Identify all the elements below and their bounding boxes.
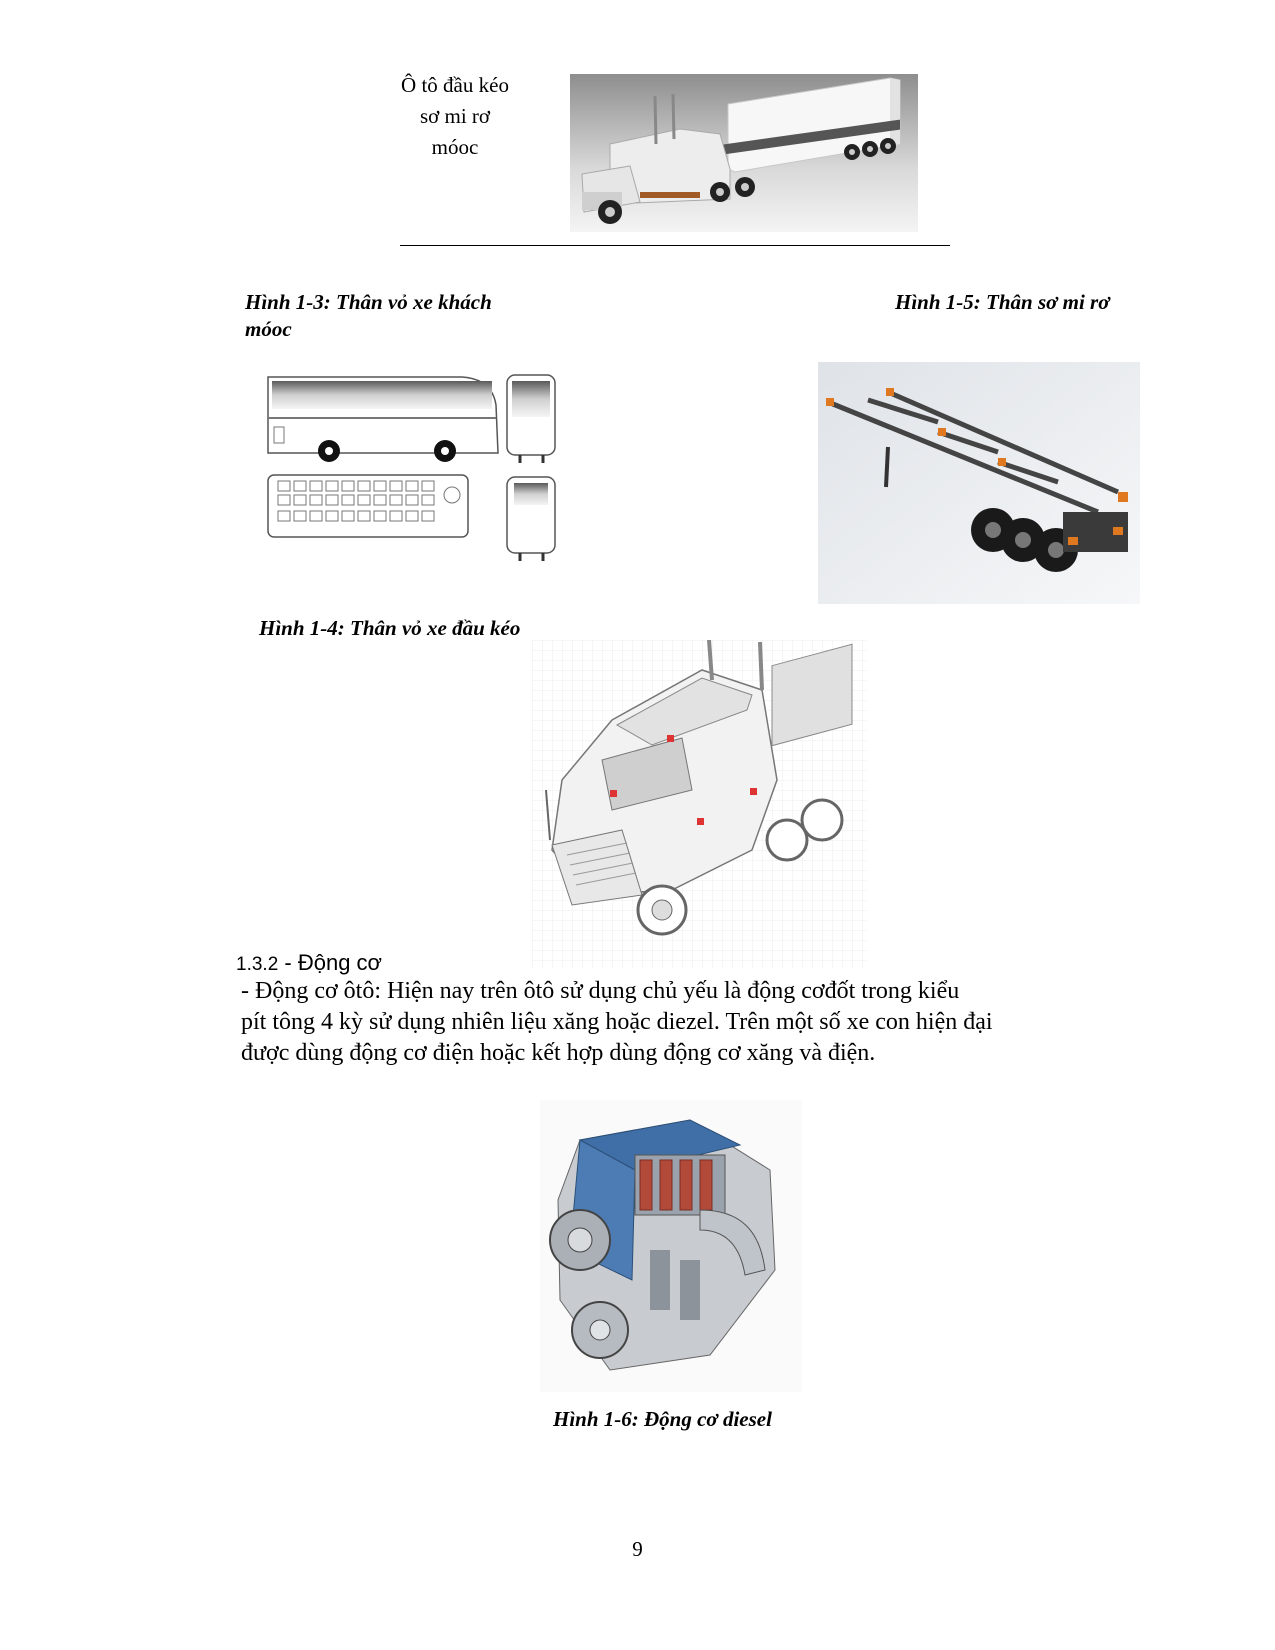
table-row-label <box>395 70 515 163</box>
diesel-engine-image <box>540 1100 802 1392</box>
figure-caption-1-3 <box>245 289 535 343</box>
section-number: 1.3.2 <box>236 954 279 975</box>
paragraph-line: pít tông 4 kỳ sử dụng nhiên liệu xăng hoặc diezel. Trên một số xe con hiện đại <box>241 1009 993 1035</box>
page-number: 9 <box>632 1537 643 1561</box>
row-label-line: sơ mi rơ <box>419 104 491 128</box>
body-paragraph <box>241 976 1091 1069</box>
section-heading <box>236 950 382 976</box>
bus-body-drawing <box>262 365 580 570</box>
caption-text-continued: móoc <box>245 317 292 341</box>
paragraph-line: được dùng động cơ điện hoặc kết hợp dùng động cơ xăng và điện. <box>241 1040 876 1066</box>
row-label-line: Ô tô đầu kéo <box>401 73 509 97</box>
figure-caption-1-6: Hình 1-6: Động cơ diesel <box>553 1407 772 1431</box>
tractor-trailer-image <box>570 74 918 232</box>
trailer-chassis-image <box>818 362 1140 604</box>
section-title: - Động cơ <box>284 950 382 975</box>
paragraph-line: - Động cơ ôtô: Hiện nay trên ôtô sử dụng chủ yếu là động cơđốt trong kiểu <box>241 978 960 1004</box>
caption-text: Hình 1-3: Thân vỏ xe khách <box>245 290 492 314</box>
table-bottom-border <box>400 245 950 246</box>
figure-caption-1-4: Hình 1-4: Thân vỏ xe đầu kéo <box>259 616 521 640</box>
row-label-line: móoc <box>431 135 479 159</box>
truck-cab-drawing <box>532 640 867 968</box>
figure-caption-1-5: Hình 1-5: Thân sơ mi rơ <box>895 290 1110 314</box>
